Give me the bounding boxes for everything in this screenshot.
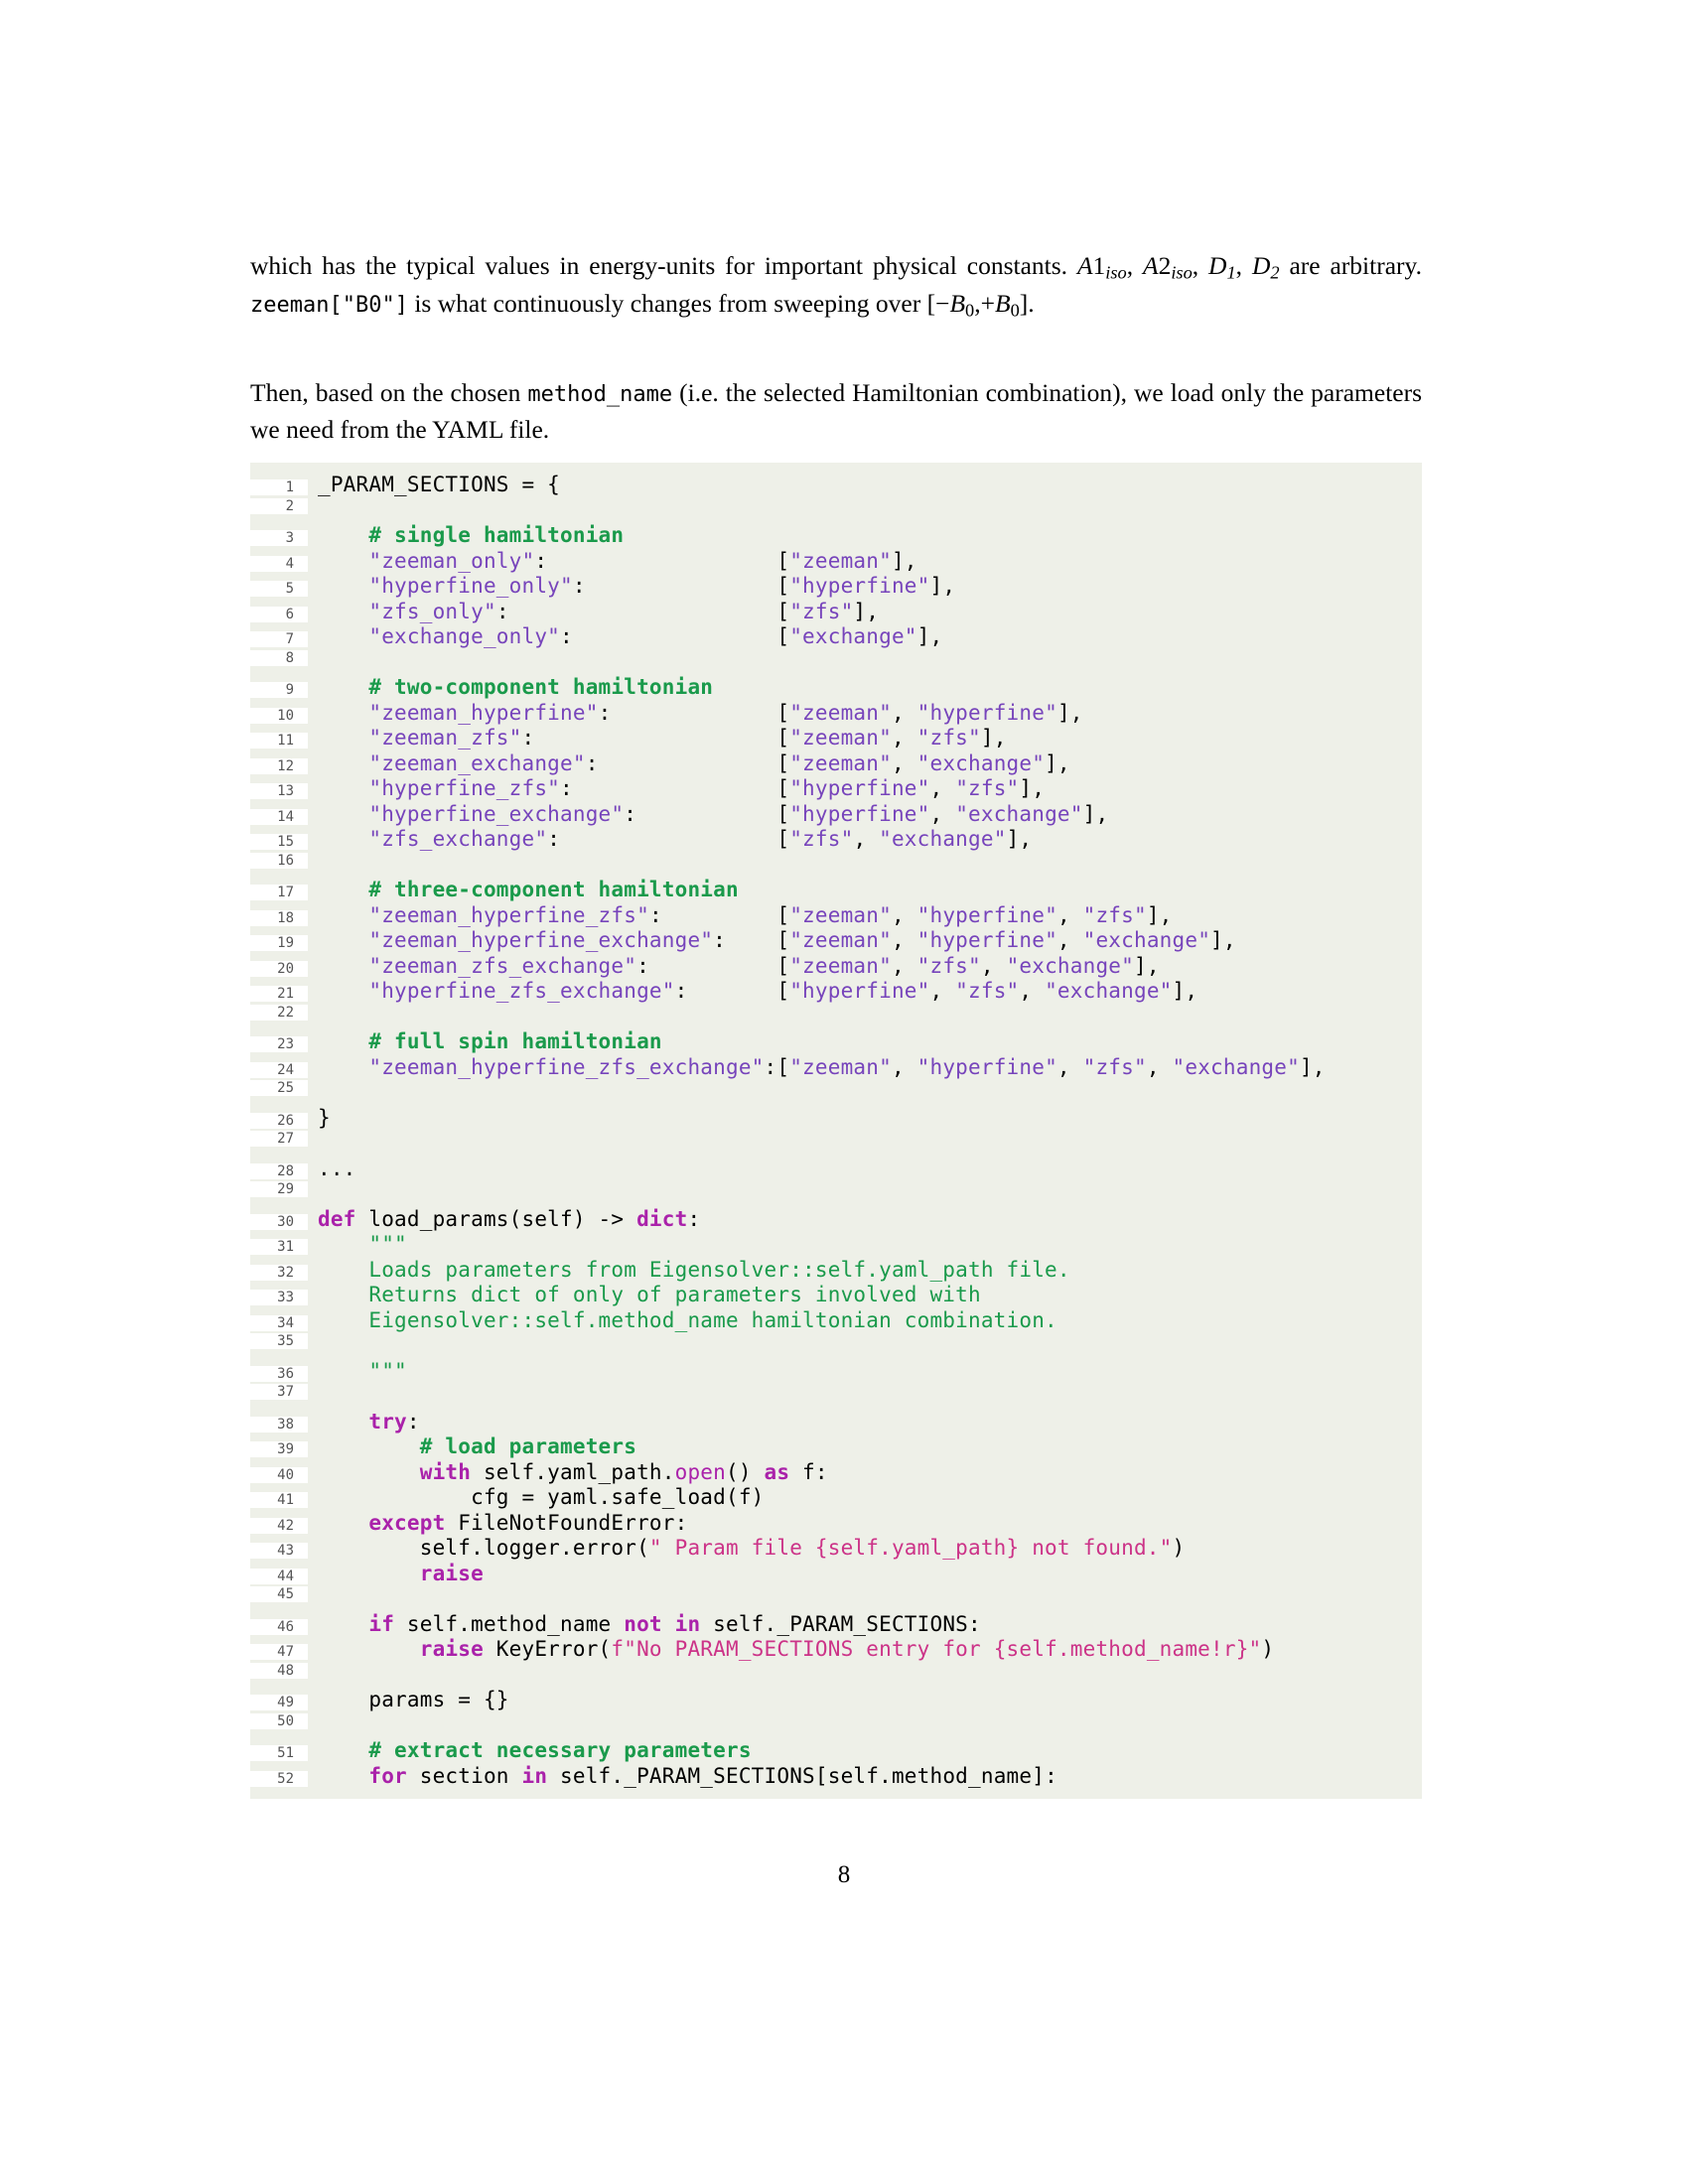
code-line xyxy=(250,1333,1422,1359)
code-line-number: 11 xyxy=(250,733,308,749)
code-line-number: 20 xyxy=(250,961,308,977)
code-line-number: 19 xyxy=(250,935,308,951)
code-line-number: 37 xyxy=(250,1384,308,1400)
code-line-text: "zeeman_hyperfine": ["zeeman", "hyperfine"], xyxy=(368,700,1083,725)
code-line xyxy=(250,878,1422,903)
code-line-text: "zfs_exchange": ["zfs", "exchange"], xyxy=(368,827,1033,852)
code-line-number: 25 xyxy=(250,1080,308,1096)
code-line xyxy=(250,1460,1422,1486)
paragraph-method-text: Then, based on the chosen method_name (i.e. the selected Hamiltonian combination), we load only the parameters we need from the YAML file. xyxy=(250,378,1423,445)
code-line xyxy=(250,1612,1422,1638)
code-line-text: _PARAM_SECTIONS = { xyxy=(318,473,561,497)
code-line-number: 31 xyxy=(250,1239,308,1255)
code-line xyxy=(250,776,1422,802)
code-line xyxy=(250,954,1422,980)
code-line-number: 40 xyxy=(250,1467,308,1483)
code-line xyxy=(250,903,1422,929)
code-line-number: 7 xyxy=(250,631,308,647)
code-line-text: """ xyxy=(318,1232,407,1257)
code-line xyxy=(250,1029,1422,1055)
code-line xyxy=(250,1511,1422,1537)
code-line-text: "zeeman_only": ["zeeman"], xyxy=(368,548,917,573)
code-line xyxy=(250,1485,1422,1511)
code-line xyxy=(250,928,1422,954)
code-line-text: except FileNotFoundError: xyxy=(368,1510,688,1535)
code-listing xyxy=(250,463,1422,1799)
code-line xyxy=(250,1080,1422,1106)
code-line-number: 26 xyxy=(250,1113,308,1129)
code-line-number: 16 xyxy=(250,853,308,869)
code-line xyxy=(250,600,1422,625)
code-line-text: # full spin hamiltonian xyxy=(318,1029,662,1054)
code-line-number: 22 xyxy=(250,1005,308,1021)
code-line xyxy=(250,1586,1422,1612)
code-line-text: try: xyxy=(368,1409,420,1433)
code-line-text: raise xyxy=(419,1561,484,1585)
code-line xyxy=(250,1410,1422,1435)
code-line xyxy=(250,1055,1422,1081)
code-line-number: 24 xyxy=(250,1062,308,1078)
code-line xyxy=(250,1181,1422,1207)
code-line-text: "hyperfine_zfs_exchange": ["hyperfine", "zfs", "exchange"], xyxy=(368,979,1198,1004)
code-line-text: # two-component hamiltonian xyxy=(318,675,714,700)
code-line-number: 46 xyxy=(250,1619,308,1635)
code-line-text: """ xyxy=(318,1358,407,1383)
code-line-text: "zeeman_exchange": ["zeeman", "exchange"], xyxy=(368,751,1070,775)
code-line xyxy=(250,979,1422,1005)
code-line-text: "zeeman_zfs_exchange": ["zeeman", "zfs", "exchange"], xyxy=(368,953,1160,978)
code-line xyxy=(250,827,1422,853)
code-line-text: self.logger.error(" Param file {self.yaml_path} not found.") xyxy=(318,1536,1186,1561)
code-line-text: Loads parameters from Eigensolver::self.yaml_path file. xyxy=(318,1257,1070,1282)
code-line-text: cfg = yaml.safe_load(f) xyxy=(318,1485,765,1510)
code-line xyxy=(250,1663,1422,1689)
code-line xyxy=(250,1283,1422,1308)
code-line-number: 15 xyxy=(250,834,308,850)
code-line-number: 50 xyxy=(250,1713,308,1729)
code-line xyxy=(250,1157,1422,1182)
code-line xyxy=(250,1562,1422,1587)
code-line-text: with self.yaml_path.open() as f: xyxy=(419,1459,828,1484)
code-line-number: 33 xyxy=(250,1290,308,1305)
code-line-text: Returns dict of only of parameters involved with xyxy=(318,1283,981,1307)
code-line-number: 9 xyxy=(250,682,308,698)
code-line-number: 13 xyxy=(250,783,308,799)
code-line xyxy=(250,1713,1422,1739)
page-content xyxy=(250,248,1422,1799)
code-line-text: "hyperfine_zfs": ["hyperfine", "zfs"], xyxy=(368,776,1046,801)
code-line-text: for section in self._PARAM_SECTIONS[self.method_name]: xyxy=(368,1763,1057,1788)
code-line-number: 29 xyxy=(250,1181,308,1197)
code-line-text: "hyperfine_exchange": ["hyperfine", "exchange"], xyxy=(368,801,1109,826)
code-line xyxy=(250,523,1422,549)
code-line-text: "zfs_only": ["zfs"], xyxy=(368,599,880,623)
code-line xyxy=(250,1131,1422,1157)
code-line-number: 34 xyxy=(250,1315,308,1331)
code-line-number: 52 xyxy=(250,1771,308,1787)
code-line-number: 10 xyxy=(250,708,308,724)
paragraph-intro xyxy=(250,248,1422,324)
code-line xyxy=(250,1232,1422,1258)
code-line-number: 48 xyxy=(250,1663,308,1679)
code-line xyxy=(250,624,1422,650)
code-line-text: "zeeman_hyperfine_zfs_exchange":["zeeman", "hyperfine", "zfs", "exchange"], xyxy=(368,1054,1326,1079)
code-line-number: 6 xyxy=(250,607,308,622)
code-line xyxy=(250,1384,1422,1410)
code-line-number: 3 xyxy=(250,530,308,546)
code-line-number: 38 xyxy=(250,1417,308,1433)
code-line-number: 12 xyxy=(250,758,308,774)
code-line-text: Eigensolver::self.method_name hamiltonian combination. xyxy=(318,1307,1057,1332)
code-line xyxy=(250,751,1422,777)
code-line-number: 28 xyxy=(250,1163,308,1179)
paragraph-intro-text: which has the typical values in energy-units for important physical constants. $A1_{iso}$, $A2_{iso}$, $D_1$, $D_2$ are arbitrary. zeeman["B0"] is what continuously changes from sweeping over $[-B_0,+B_0]$. xyxy=(250,251,1422,321)
code-line-number: 36 xyxy=(250,1366,308,1382)
code-line-number: 44 xyxy=(250,1569,308,1584)
code-line-number: 49 xyxy=(250,1695,308,1710)
code-line xyxy=(250,1434,1422,1460)
code-line-number: 21 xyxy=(250,986,308,1002)
code-line-number: 47 xyxy=(250,1644,308,1660)
code-line xyxy=(250,1359,1422,1385)
code-line xyxy=(250,1764,1422,1790)
code-line-number: 43 xyxy=(250,1543,308,1559)
code-line-number: 42 xyxy=(250,1518,308,1534)
page-number: 8 xyxy=(837,1861,851,1888)
code-line-text: def load_params(self) -> dict: xyxy=(318,1206,701,1231)
code-line-text: raise KeyError(f"No PARAM_SECTIONS entry for {self.method_name!r}") xyxy=(419,1637,1275,1662)
code-line-number: 17 xyxy=(250,885,308,900)
code-line-text: "zeeman_zfs": ["zeeman", "zfs"], xyxy=(368,726,1007,751)
code-line xyxy=(250,1258,1422,1284)
code-line xyxy=(250,549,1422,575)
code-line xyxy=(250,726,1422,751)
code-line-number: 18 xyxy=(250,910,308,926)
paragraph-method xyxy=(250,375,1422,449)
code-line-number: 14 xyxy=(250,809,308,825)
code-line xyxy=(250,853,1422,879)
code-line-text: # extract necessary parameters xyxy=(318,1738,752,1763)
code-line-number: 4 xyxy=(250,556,308,572)
code-line-number: 41 xyxy=(250,1492,308,1508)
code-line-text: "zeeman_hyperfine_zfs": ["zeeman", "hyperfine", "zfs"], xyxy=(368,902,1173,927)
code-line xyxy=(250,1308,1422,1334)
code-line-number: 51 xyxy=(250,1745,308,1761)
code-line xyxy=(250,701,1422,727)
code-line-number: 32 xyxy=(250,1265,308,1281)
code-line-text: "zeeman_hyperfine_exchange": ["zeeman", "hyperfine", "exchange"], xyxy=(368,928,1236,953)
code-line xyxy=(250,1738,1422,1764)
code-line-number: 8 xyxy=(250,650,308,666)
code-line-text: } xyxy=(318,1105,331,1130)
code-line-number: 1 xyxy=(250,479,308,495)
code-line xyxy=(250,1536,1422,1562)
code-line xyxy=(250,675,1422,701)
code-line-number: 2 xyxy=(250,498,308,514)
code-line-number: 45 xyxy=(250,1586,308,1602)
code-line-number: 23 xyxy=(250,1036,308,1052)
code-line-text: ... xyxy=(318,1156,356,1180)
code-line-number: 35 xyxy=(250,1333,308,1349)
code-line-number: 30 xyxy=(250,1214,308,1230)
code-line-text: # load parameters xyxy=(318,1434,637,1459)
code-line-text: if self.method_name not in self._PARAM_SECTIONS: xyxy=(368,1611,981,1636)
code-line xyxy=(250,1106,1422,1132)
code-line-text: params = {} xyxy=(318,1688,509,1712)
code-line xyxy=(250,574,1422,600)
code-line-number: 5 xyxy=(250,581,308,597)
code-line xyxy=(250,1207,1422,1233)
code-line xyxy=(250,1688,1422,1713)
code-line xyxy=(250,1005,1422,1030)
code-line xyxy=(250,650,1422,676)
code-line xyxy=(250,498,1422,524)
code-line xyxy=(250,1637,1422,1663)
code-line-number: 39 xyxy=(250,1441,308,1457)
code-line-number: 27 xyxy=(250,1131,308,1147)
code-line-text: "exchange_only": ["exchange"], xyxy=(368,624,943,649)
code-line xyxy=(250,802,1422,828)
code-line xyxy=(250,473,1422,498)
code-line-text: # single hamiltonian xyxy=(318,523,625,548)
code-line-text: "hyperfine_only": ["hyperfine"], xyxy=(368,574,956,599)
code-line-text: # three-component hamiltonian xyxy=(318,878,739,902)
